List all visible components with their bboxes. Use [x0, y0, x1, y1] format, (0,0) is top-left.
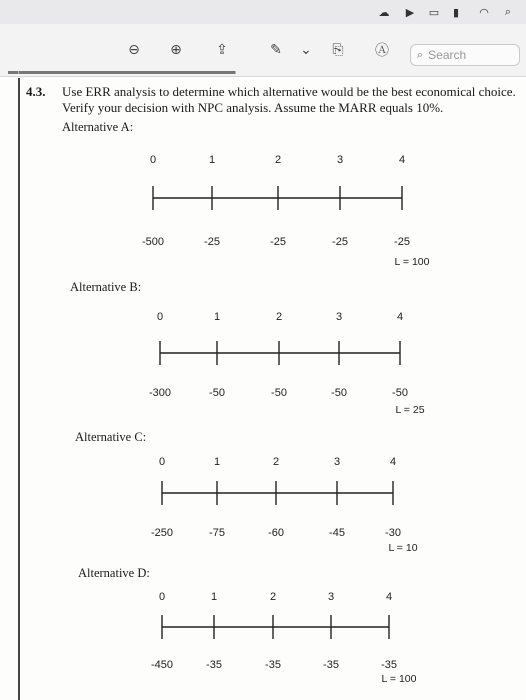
markup-pen-icon[interactable]: ✎ — [270, 42, 282, 58]
spotlight-search-icon[interactable]: ⌕ — [504, 5, 512, 18]
alt-b-period-label: 0 — [156, 311, 164, 323]
alt-a-salvage: L = 100 — [394, 256, 430, 268]
cut-off-text: ▬ ▬▬▬▬▬▬▬▬▬▬▬▬▬▬▬▬▬▬▬▬▬▬▬▬ — [8, 70, 235, 76]
wifi-icon[interactable]: ◠ — [479, 5, 489, 19]
alt-d-label: Alternative D: — [78, 566, 150, 580]
rotate-icon[interactable]: ⎘ — [332, 42, 344, 58]
alt-a-period-label: 3 — [336, 154, 344, 166]
alt-a-cashflow: -25 — [270, 236, 286, 248]
alt-c-cashflow: -60 — [268, 527, 284, 539]
alt-c-period-label: 4 — [389, 456, 397, 468]
alt-b-cashflow: -50 — [392, 387, 408, 399]
alt-a-period-label: 1 — [208, 154, 216, 166]
alt-a-period-label: 4 — [398, 154, 406, 166]
play-circle-icon[interactable]: ▶ — [405, 5, 415, 19]
alt-c-period-label: 3 — [333, 456, 341, 468]
alt-c-label: Alternative C: — [75, 430, 147, 444]
alt-b-period-label: 4 — [396, 311, 404, 323]
zoom-out-icon[interactable]: ⊖ — [128, 42, 140, 58]
alt-d-period-label: 1 — [210, 591, 218, 603]
alt-c-cashflow: -30 — [385, 527, 401, 539]
display-icon[interactable]: ▭ — [428, 5, 440, 19]
alt-c-period-label: 1 — [213, 456, 221, 468]
alt-a-label: Alternative A: — [62, 120, 134, 134]
alt-b-period-label: 2 — [275, 311, 283, 323]
alt-d-cashflow: -35 — [265, 659, 281, 671]
alt-d-period-label: 2 — [269, 591, 277, 603]
alt-d-salvage: L = 100 — [381, 673, 417, 685]
alt-a-cashflow: -25 — [204, 236, 220, 248]
alt-c-period-label: 2 — [272, 456, 280, 468]
alt-a-period-label: 0 — [149, 154, 157, 166]
alt-d-cashflow: -450 — [150, 659, 174, 671]
search-icon: ⌕ — [417, 48, 424, 61]
alt-b-cashflow: -50 — [271, 387, 287, 399]
battery-icon[interactable]: ▮ — [452, 5, 460, 19]
problem-number: 4.3. — [26, 84, 46, 99]
alt-d-cashflow: -35 — [323, 659, 339, 671]
share-icon[interactable]: ⇪ — [216, 42, 228, 58]
alt-d-cashflow: -35 — [381, 659, 397, 671]
annotate-icon[interactable]: Ⓐ — [375, 43, 389, 59]
zoom-in-icon[interactable]: ⊕ — [170, 42, 182, 58]
alt-b-period-label: 3 — [335, 311, 343, 323]
alt-b-period-label: 1 — [213, 311, 221, 323]
cloud-icon[interactable]: ☁ — [378, 5, 390, 19]
problem-text-line1: Use ERR analysis to determine which alternative would be the best economical choice. — [62, 84, 516, 99]
alt-d-period-label: 3 — [327, 591, 335, 603]
alt-b-cashflow: -50 — [331, 387, 347, 399]
alt-b-cashflow: -50 — [209, 387, 225, 399]
alt-a-cashflow: -25 — [394, 236, 410, 248]
alt-a-cashflow: -500 — [141, 236, 165, 248]
problem-text-line2: Verify your decision with NPC analysis. Assume the MARR equals 10%. — [62, 100, 444, 115]
alt-b-label: Alternative B: — [70, 280, 142, 294]
alt-b-salvage: L = 25 — [395, 404, 425, 416]
alt-d-cashflow: -35 — [206, 659, 222, 671]
alt-a-period-label: 2 — [274, 154, 282, 166]
alt-d-period-label: 4 — [385, 591, 393, 603]
alt-c-cashflow: -75 — [209, 527, 225, 539]
alt-c-period-label: 0 — [158, 456, 166, 468]
alt-c-cashflow: -45 — [329, 527, 345, 539]
alt-c-cashflow: -250 — [150, 527, 174, 539]
search-placeholder: Search — [428, 48, 467, 62]
alt-b-cashflow: -300 — [148, 387, 172, 399]
alt-c-salvage: L = 10 — [388, 542, 418, 554]
alt-d-period-label: 0 — [158, 591, 166, 603]
chevron-down-icon[interactable]: ⌄ — [300, 42, 312, 58]
alt-a-cashflow: -25 — [332, 236, 348, 248]
